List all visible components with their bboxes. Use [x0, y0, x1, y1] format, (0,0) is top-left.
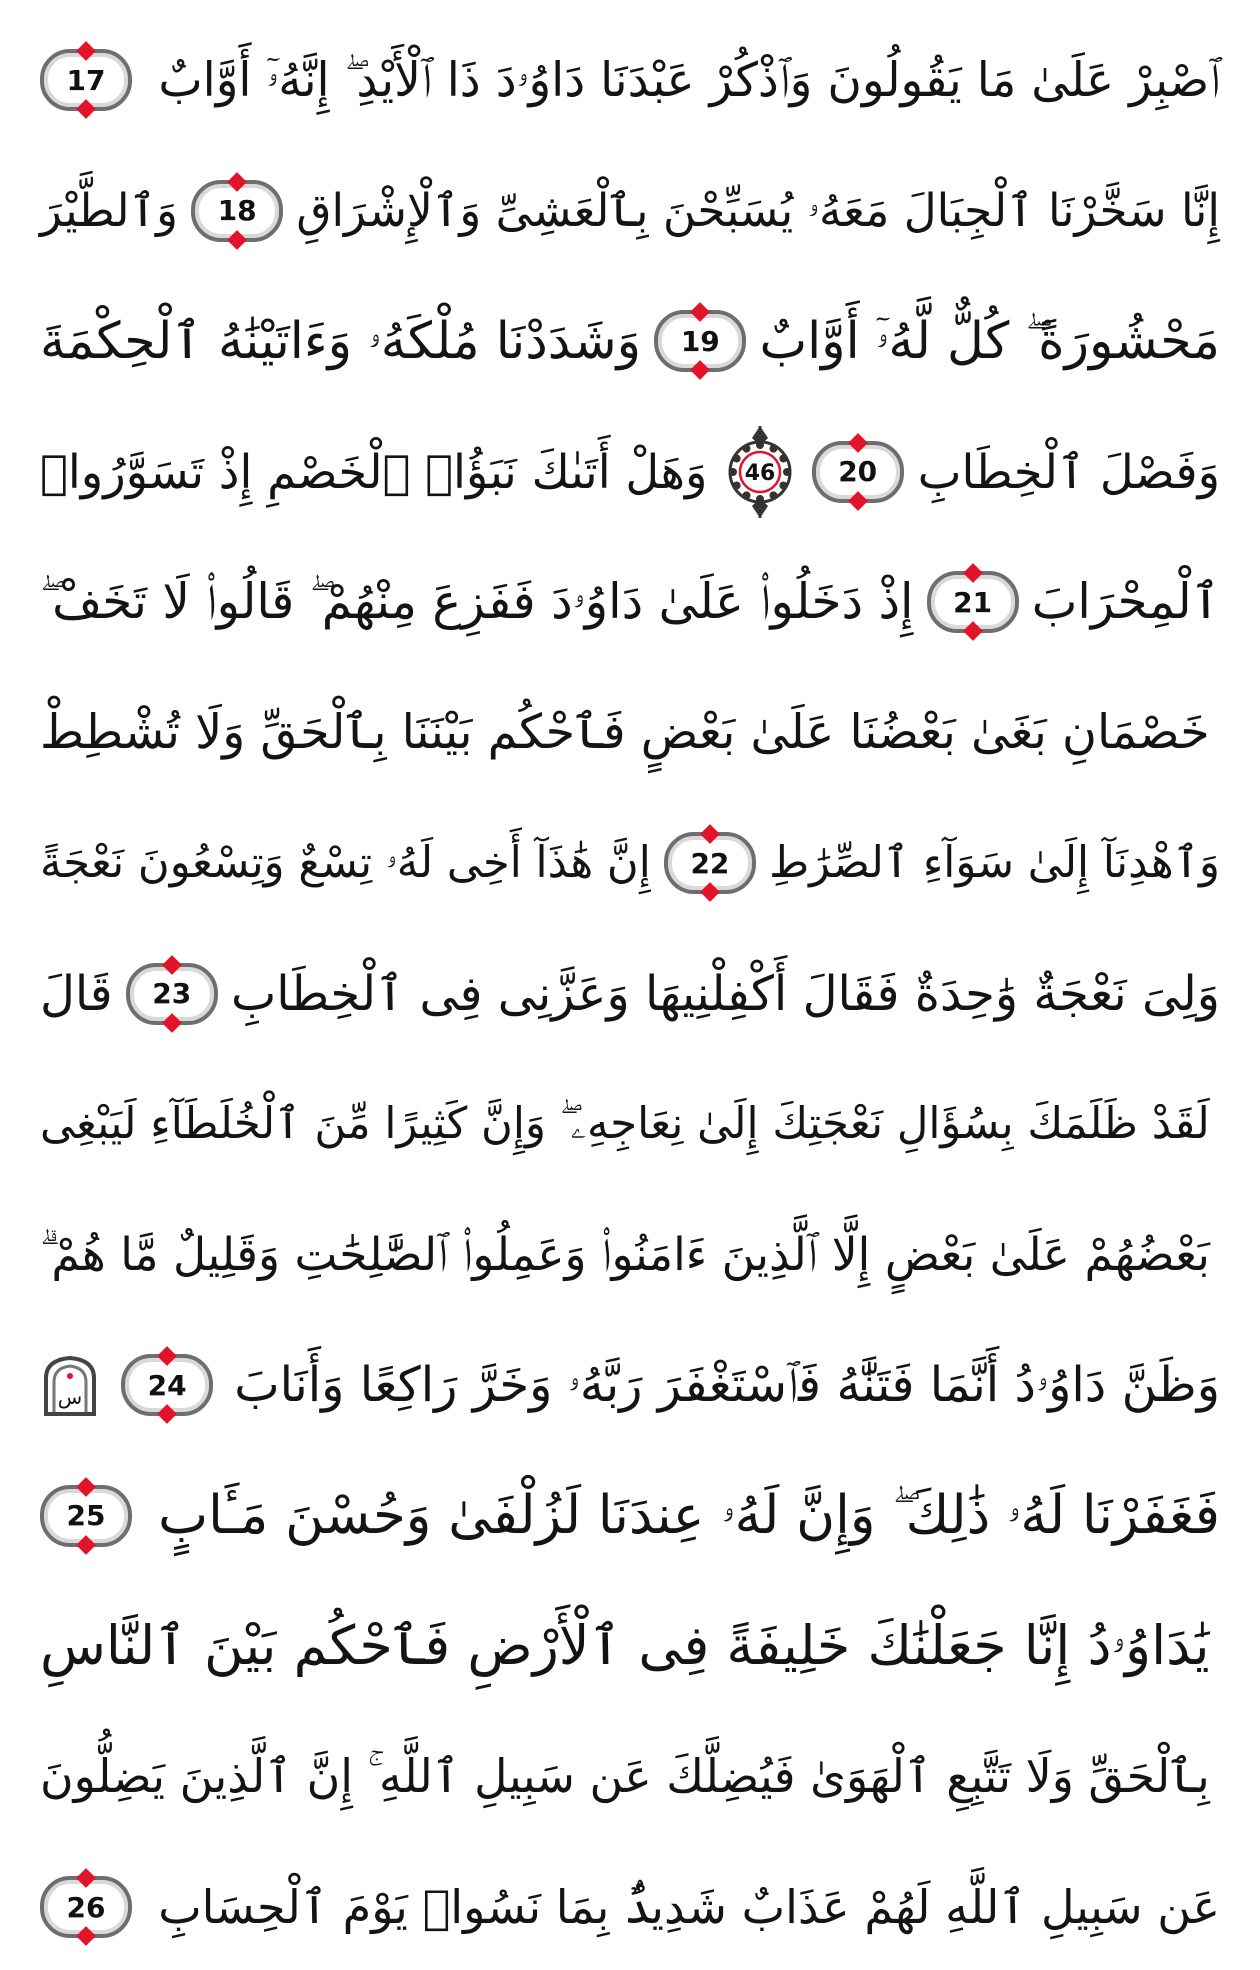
verse-text: إِذْ دَخَلُوا۟ عَلَىٰ دَاوُۥدَ فَفَزِعَ مِنْهُمْ ۖ قَالُوا۟ لَا تَخَفْ ۖ: [40, 574, 914, 631]
text-line: [40, 795, 1220, 926]
verse-text: ٱصْبِرْ عَلَىٰ مَا يَقُولُونَ وَٱذْكُرْ عَبْدَنَا دَاوُۥدَ ذَا ٱلْأَيْدِ ۖ إِنَّهُۥٓ أَوَّابٌ: [158, 52, 1220, 108]
ayah-end-marker-icon: [664, 832, 756, 894]
verse-text: مَحْشُورَةً ۖ كُلٌّ لَّهُۥٓ أَوَّابٌ: [759, 310, 1220, 370]
verse-text: ٱلْمِحْرَابَ: [1031, 574, 1220, 631]
ayah-number: 25: [66, 1499, 106, 1533]
ayah-number: 18: [217, 194, 257, 228]
hizb-number: 46: [744, 460, 775, 486]
ayah-number: 24: [147, 1368, 187, 1402]
verse-text: إِنَّا سَخَّرْنَا ٱلْجِبَالَ مَعَهُۥ يُسَبِّحْنَ بِٱلْعَشِىِّ وَٱلْإِشْرَاقِ: [296, 184, 1220, 238]
verse-text: إِنَّ هَٰذَآ أَخِى لَهُۥ تِسْعٌ وَتِسْعُونَ نَعْجَةً: [40, 837, 651, 888]
ayah-end-marker-icon: [191, 180, 283, 242]
verse-text: بَعْضُهُمْ عَلَىٰ بَعْضٍ إِلَّا ٱلَّذِينَ ءَامَنُوا۟ وَعَمِلُوا۟ ٱلصَّٰلِحَٰتِ وَقَلِيلٌ مَّا هُمْ ۗ: [40, 1227, 1210, 1281]
ayah-end-marker-icon: [40, 1876, 132, 1938]
ayah-end-marker-icon: [40, 49, 132, 111]
verse-text: وَشَدَدْنَا مُلْكَهُۥ وَءَاتَيْنَٰهُ ٱلْحِكْمَةَ: [40, 310, 642, 370]
text-line: [40, 1187, 1220, 1318]
sajda-mihrab-icon: [40, 1352, 100, 1418]
verse-text: وَٱلطَّيْرَ: [40, 184, 178, 238]
ayah-number: 17: [66, 63, 106, 97]
text-line: [40, 404, 1220, 535]
ayah-end-marker-icon: [126, 963, 218, 1025]
verse-text: خَصْمَانِ بَغَىٰ بَعْضُنَا عَلَىٰ بَعْضٍ فَٱحْكُم بَيْنَنَا بِٱلْحَقِّ وَلَا تُشْطِطْ: [40, 704, 1210, 760]
text-line: [40, 1709, 1220, 1840]
verse-text: وَلِىَ نَعْجَةٌ وَٰحِدَةٌ فَقَالَ أَكْفِلْنِيهَا وَعَزَّنِى فِى ٱلْخِطَابِ: [230, 965, 1220, 1022]
ayah-number: 23: [152, 977, 192, 1011]
ayah-end-marker-icon: [40, 1485, 132, 1547]
text-line: [40, 1578, 1220, 1709]
verse-text: فَغَفَرْنَا لَهُۥ ذَٰلِكَ ۖ وَإِنَّ لَهُۥ عِندَنَا لَزُلْفَىٰ وَحُسْنَ مَـَٔابٍ: [158, 1484, 1220, 1547]
text-line: [40, 12, 1220, 143]
ayah-end-marker-icon: [654, 310, 746, 372]
text-line: [40, 273, 1220, 404]
hizb-rosette-icon: [722, 422, 798, 522]
ayah-end-marker-icon: [121, 1354, 213, 1416]
text-line: [40, 1448, 1220, 1579]
ayah-number: 26: [66, 1890, 106, 1924]
ayah-end-marker-icon: [812, 441, 904, 503]
ayah-number: 19: [680, 324, 720, 358]
sajda-label: س: [57, 1385, 83, 1410]
verse-text: عَن سَبِيلِ ٱللَّهِ لَهُمْ عَذَابٌ شَدِيدٌۢ بِمَا نَسُوا۟ يَوْمَ ٱلْحِسَابِ: [158, 1880, 1220, 1935]
verse-text: وَظَنَّ دَاوُۥدُ أَنَّمَا فَتَنَّٰهُ فَٱسْتَغْفَرَ رَبَّهُۥ وَخَرَّ رَاكِعًا وَأَنَابَ: [234, 1357, 1220, 1414]
verse-text: وَهَلْ أَتَىٰكَ نَبَؤُا۟ ٱلْخَصْمِ إِذْ تَسَوَّرُوا۟: [40, 444, 708, 499]
verse-text: وَفَصْلَ ٱلْخِطَابِ: [917, 444, 1220, 499]
ayah-number: 20: [838, 455, 878, 489]
verse-text: لَقَدْ ظَلَمَكَ بِسُؤَالِ نَعْجَتِكَ إِلَىٰ نِعَاجِهِۦ ۖ وَإِنَّ كَثِيرًا مِّنَ ٱلْخُلَطَآءِ لَيَبْغِى: [40, 1098, 1210, 1149]
text-line: [40, 1056, 1220, 1187]
text-line: [40, 534, 1220, 665]
text-line: [40, 1839, 1220, 1970]
verse-text: وَٱهْدِنَآ إِلَىٰ سَوَآءِ ٱلصِّرَٰطِ: [769, 837, 1220, 888]
ayah-number: 22: [690, 846, 730, 880]
verse-text: يَٰدَاوُۥدُ إِنَّا جَعَلْنَٰكَ خَلِيفَةً فِى ٱلْأَرْضِ فَٱحْكُم بَيْنَ ٱلنَّاسِ: [40, 1614, 1210, 1678]
text-line: [40, 143, 1220, 274]
verse-text: قَالَ: [40, 965, 113, 1022]
text-line: [40, 1317, 1220, 1448]
verse-text: بِٱلْحَقِّ وَلَا تَتَّبِعِ ٱلْهَوَىٰ فَيُضِلَّكَ عَن سَبِيلِ ٱللَّهِ ۚ إِنَّ ٱلَّذِينَ يَضِلُّونَ: [40, 1748, 1210, 1803]
ayah-end-marker-icon: [927, 571, 1019, 633]
ayah-number: 21: [953, 585, 993, 619]
text-line: [40, 665, 1220, 796]
text-line: [40, 926, 1220, 1057]
